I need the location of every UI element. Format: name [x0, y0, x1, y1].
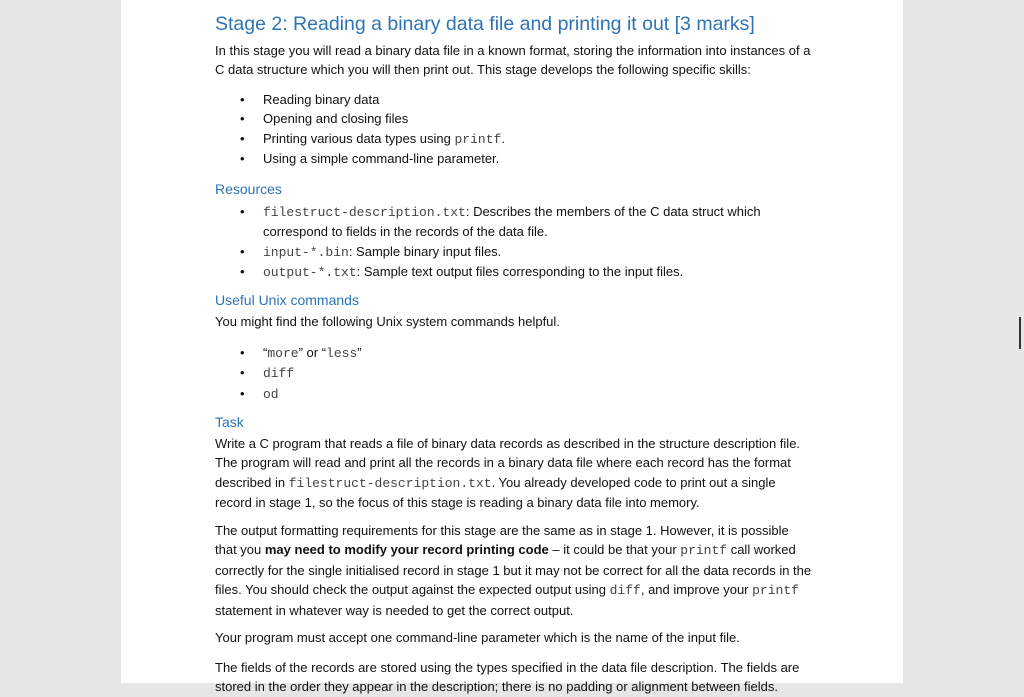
list-item: • Using a simple command-line parameter. [215, 149, 813, 168]
list-item: • output-*.txt: Sample text output files corresponding to the input files. [240, 264, 684, 281]
bullet-icon: • [240, 365, 245, 381]
bullet-icon: • [240, 92, 245, 107]
unix-commands-list [215, 343, 813, 404]
list-item: • od [240, 385, 279, 402]
list-item: • Reading binary data [215, 90, 813, 109]
stage-heading: Stage 2: Reading a binary data file and printing it out [3 marks] [215, 13, 755, 35]
unix-heading: Useful Unix commands [215, 292, 359, 308]
task-paragraph-3: Your program must accept one command-line parameter which is the name of the input file. [215, 630, 740, 645]
list-item: • “more” or “less” [240, 345, 362, 361]
bullet-icon: • [240, 151, 245, 167]
list-item: • Opening and closing files [215, 109, 813, 128]
document-page [121, 0, 903, 695]
list-item: • input-*.bin: Sample binary input files. [240, 243, 502, 260]
intro-paragraph: In this stage you will read a binary data file in a known format, storing the information into instances of a C data structure which you will then print out. This stage develops the following specific skills: [215, 43, 811, 78]
resources-list [215, 202, 813, 283]
text-cursor-icon [1019, 317, 1021, 349]
task-paragraph-1: Write a C program that reads a file of binary data records as described in the structure description file. The program will read and print all the records in a binary data file where each record has the format described in filestruct-description.txt. You already developed code to print out a single record in stage 1, so the focus of this stage is reading a binary data file into memory. [215, 436, 801, 511]
task-paragraph-2: The output formatting requirements for this stage are the same as in stage 1. However, it is possible that you may need to modify your record printing code – it could be that your printf call worked correctly for the single initialised record in stage 1 but it may not be correct for all the data records in the files. You should check the output against the expected output using diff, and improve your printf statement in whatever way is needed to get the correct output. [215, 523, 812, 618]
bullet-icon: • [240, 243, 245, 259]
task-paragraph-4: The fields of the records are stored using the types specified in the data file description. The fields are stored in the order they appear in the description; there is no padding or alignment between fields. [215, 660, 800, 695]
bullet-icon: • [240, 345, 245, 360]
bullet-icon: • [240, 264, 245, 280]
skills-list [215, 90, 813, 169]
list-item: • filestruct-description.txt: Describes the members of the C data struct which correspond to fields in the records of the data file. [240, 204, 761, 240]
bullet-icon: • [240, 204, 245, 219]
task-heading: Task [215, 414, 244, 430]
bullet-icon: • [240, 385, 245, 401]
bullet-icon: • [240, 111, 245, 127]
resources-heading: Resources [215, 181, 282, 197]
unix-intro: You might find the following Unix system commands helpful. [215, 314, 560, 329]
list-item: • diff [240, 365, 295, 382]
list-item: • Printing various data types using printf. [240, 130, 505, 147]
bullet-icon: • [240, 130, 245, 146]
